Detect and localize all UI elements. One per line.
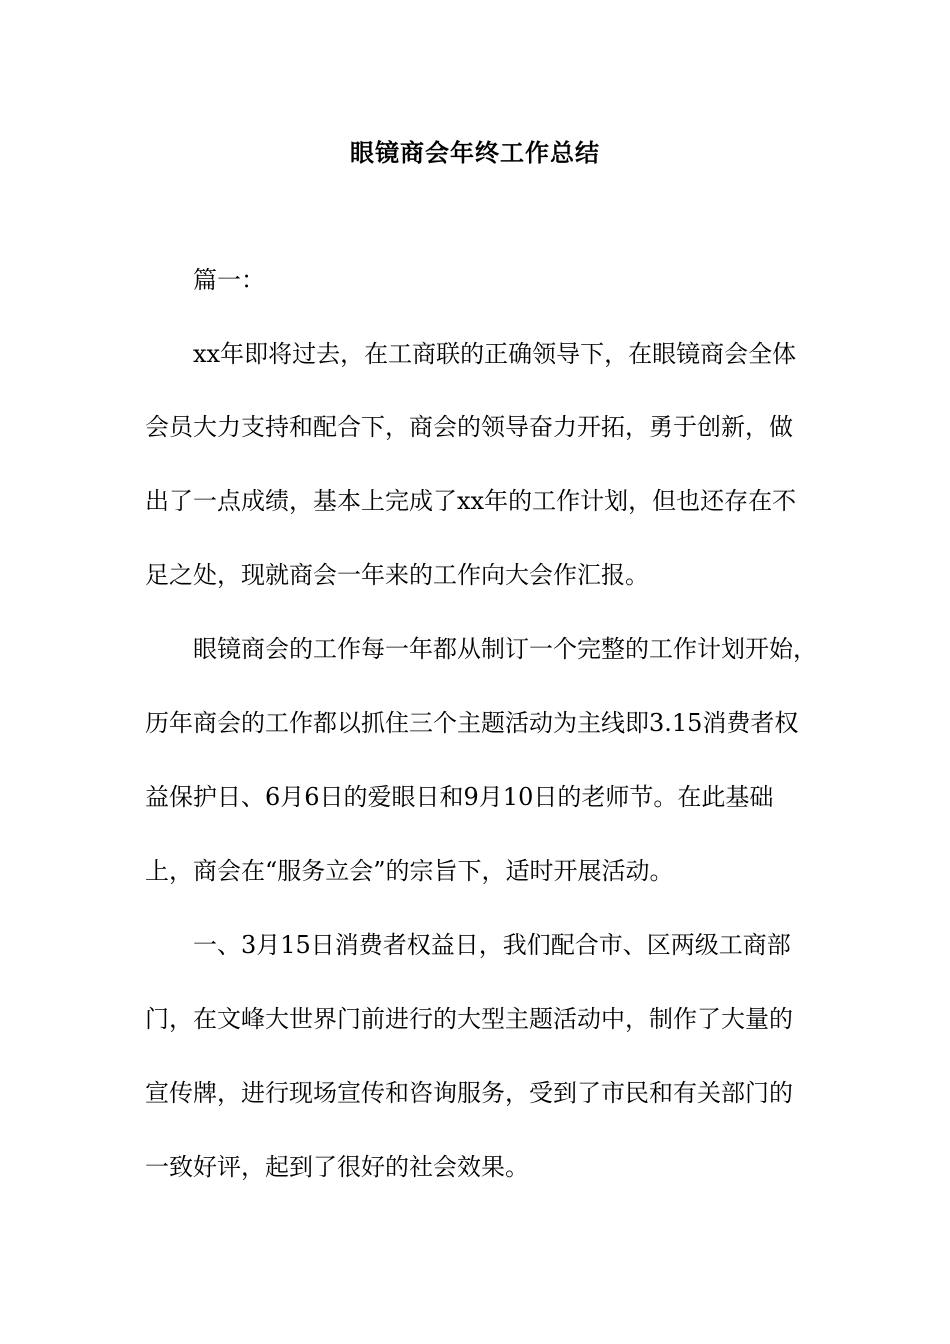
paragraph-2-line-1: 眼镜商会的工作每一年都从制订一个完整的工作计划开始， — [193, 635, 817, 663]
section-label: 篇一： — [193, 266, 265, 294]
paragraph-2-line-4: 上，商会在“服务立会”的宗旨下，适时开展活动。 — [145, 857, 674, 885]
paragraph-1-line-2: 会员大力支持和配合下，商会的领导奋力开拓，勇于创新，做 — [145, 413, 793, 441]
paragraph-2-line-2: 历年商会的工作都以抓住三个主题活动为主线即3.15消费者权 — [145, 709, 799, 737]
paragraph-3-line-1: 一、3月15日消费者权益日，我们配合市、区两级工商部 — [193, 931, 791, 959]
document-title: 眼镜商会年终工作总结 — [350, 138, 600, 167]
paragraph-3-line-3: 宣传牌，进行现场宣传和咨询服务，受到了市民和有关部门的 — [145, 1079, 793, 1107]
paragraph-1-line-1: xx年即将过去，在工商联的正确领导下，在眼镜商会全体 — [193, 340, 797, 368]
paragraph-3-line-2: 门，在文峰大世界门前进行的大型主题活动中，制作了大量的 — [145, 1005, 793, 1033]
paragraph-3-line-4: 一致好评，起到了很好的社会效果。 — [145, 1153, 529, 1181]
paragraph-1-line-4: 足之处，现就商会一年来的工作向大会作汇报。 — [145, 561, 649, 589]
paragraph-2-line-3: 益保护日、6月6日的爱眼日和9月10日的老师节。在此基础 — [145, 783, 774, 811]
paragraph-1-line-3: 出了一点成绩，基本上完成了xx年的工作计划，但也还存在不 — [145, 487, 797, 515]
